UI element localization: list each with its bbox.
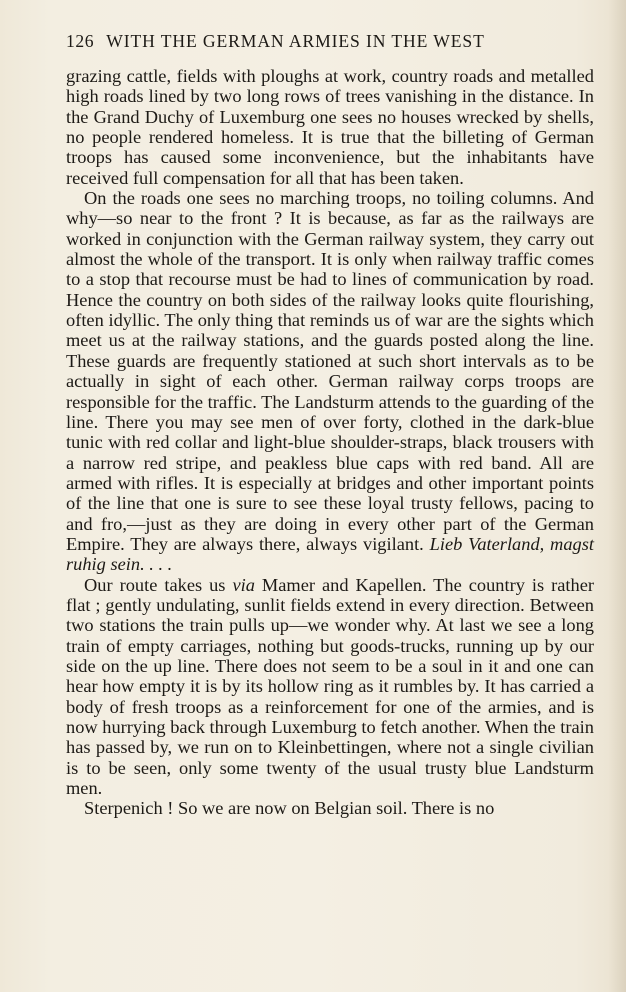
paragraph-2: [66, 188, 594, 575]
paragraph-3-text-before: Our route takes us: [84, 574, 233, 595]
body-text: [66, 66, 594, 819]
paragraph-4-text: Sterpenich ! So we are now on Belgian soil. There is no: [84, 798, 495, 819]
paragraph-1: [66, 66, 594, 188]
paragraph-3-text-after: Mamer and Kapellen. The country is rather flat ; gently undulating, sunlit fields extend in every direction. Between two stations the train pulls up—we wonder why. At last we see a long train of empty carriages, nothing but goods-trucks, running up by our side on the up line. There does not seem to be a soul in it and one can hear how empty it is by its hollow ring as it rumbles by. It has carried a body of fresh troops as a reinforcement for one of the armies, and is now hurrying back through Luxemburg to fetch another. When the train has passed by, we run on to Kleinbettingen, where not a single civilian is to be seen, only some twenty of the usual trusty blue Landsturm men.: [66, 574, 594, 799]
paragraph-4: [66, 798, 594, 818]
paragraph-1-text: grazing cattle, fields with ploughs at work, country roads and metalled high roads lined by two long rows of trees vanishing in the distance. In the Grand Duchy of Luxemburg one sees no houses wrecked by shells, no people rendered homeless. It is true that the billeting of German troops has caused some inconvenience, but the inhabitants have received full compensation for all that has been taken.: [66, 66, 594, 188]
running-head: [66, 31, 564, 57]
paragraph-3: [66, 575, 594, 799]
page-number: 126: [66, 31, 95, 51]
paragraph-3-italic-word: via: [232, 574, 255, 595]
german-quote: Lieb Vaterland, magst ruhig sein. . . .: [66, 533, 594, 575]
running-title: WITH THE GERMAN ARMIES IN THE WEST: [106, 31, 485, 51]
paragraph-2-text: On the roads one sees no marching troops, no toiling columns. And why—so near to the front ? It is because, as far as the railways are worked in conjunction with the German railway system, they carry out almost the whole of the transport. It is only when railway traffic comes to a stop that recourse must be had to lines of communication by road. Hence the country on both sides of the railway looks quite flourishing, often idyllic. The only thing that reminds us of war are the sights which meet us at the railway stations, and the guards posted along the line. These guards are frequently stationed at such short intervals as to be actually in sight of each other. German railway corps troops are responsible for the traffic. The Landsturm attends to the guarding of the line. There you may see men of over forty, clothed in the dark-blue tunic with red collar and light-blue shoulder-straps, black trousers with a narrow red stripe, and peakless blue caps with red band. All are armed with rifles. It is especially at bridges and other important points of the line that one is sure to see these loyal trusty fellows, pacing to and fro,—just as they are doing in every other part of the German Empire. They are always there, always vigilant.: [66, 188, 594, 554]
